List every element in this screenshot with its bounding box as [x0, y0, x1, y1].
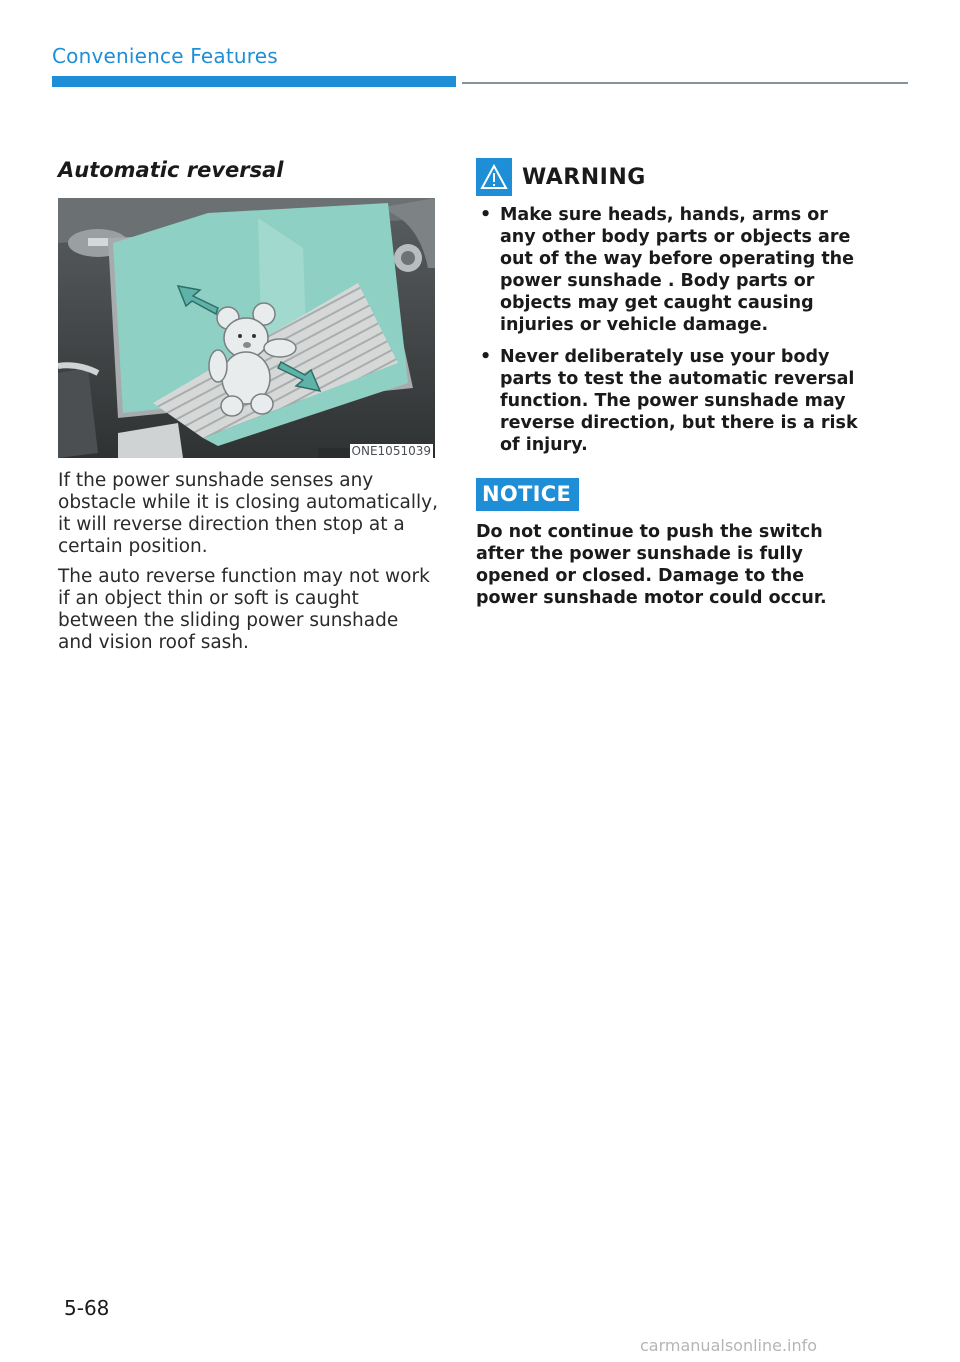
body-paragraph-1: If the power sunshade senses any obstacle while it is closing automatically, it will reverse direction then stop at a certain position. [58, 470, 438, 557]
warning-item [476, 204, 860, 336]
notice-text: Do not continue to push the switch after the power sunshade is fully opened or closed. Damage to the power sunshade motor could occur. [476, 522, 827, 608]
warning-header [476, 158, 860, 196]
header-rule-blue [52, 76, 456, 87]
bullet-icon: • [480, 205, 492, 225]
warning-list [476, 204, 860, 456]
figure-code: ONE1051039 [351, 444, 431, 458]
page-number: 5-68 [64, 1296, 110, 1320]
sunshade-illustration [58, 198, 435, 458]
section-title: Convenience Features [52, 44, 278, 68]
body-paragraph-2: The auto reverse function may not work if an object thin or soft is caught between the sliding power sunshade and vision roof sash. [58, 566, 430, 653]
warning-item-text: Make sure heads, hands, arms or any other body parts or objects are out of the way before operating the power sunshade . Body parts or objects may get caught causing injuries or vehicle damage. [500, 205, 855, 335]
section-heading: Automatic reversal [58, 158, 284, 182]
warning-title: WARNING [522, 164, 646, 190]
notice-label: NOTICE [476, 478, 579, 511]
sunshade-drawing [58, 198, 435, 458]
warning-item-text: Never deliberately use your body parts to test the automatic reversal function. The power sunshade may reverse direction, but there is a risk of injury. [500, 347, 858, 455]
warning-item [476, 346, 860, 456]
left-column [58, 158, 438, 662]
header-rule-grey [462, 82, 908, 84]
right-column [476, 158, 860, 609]
warning-triangle-icon [476, 158, 512, 196]
bullet-icon: • [480, 347, 492, 367]
watermark: carmanualsonline.info [640, 1336, 818, 1355]
